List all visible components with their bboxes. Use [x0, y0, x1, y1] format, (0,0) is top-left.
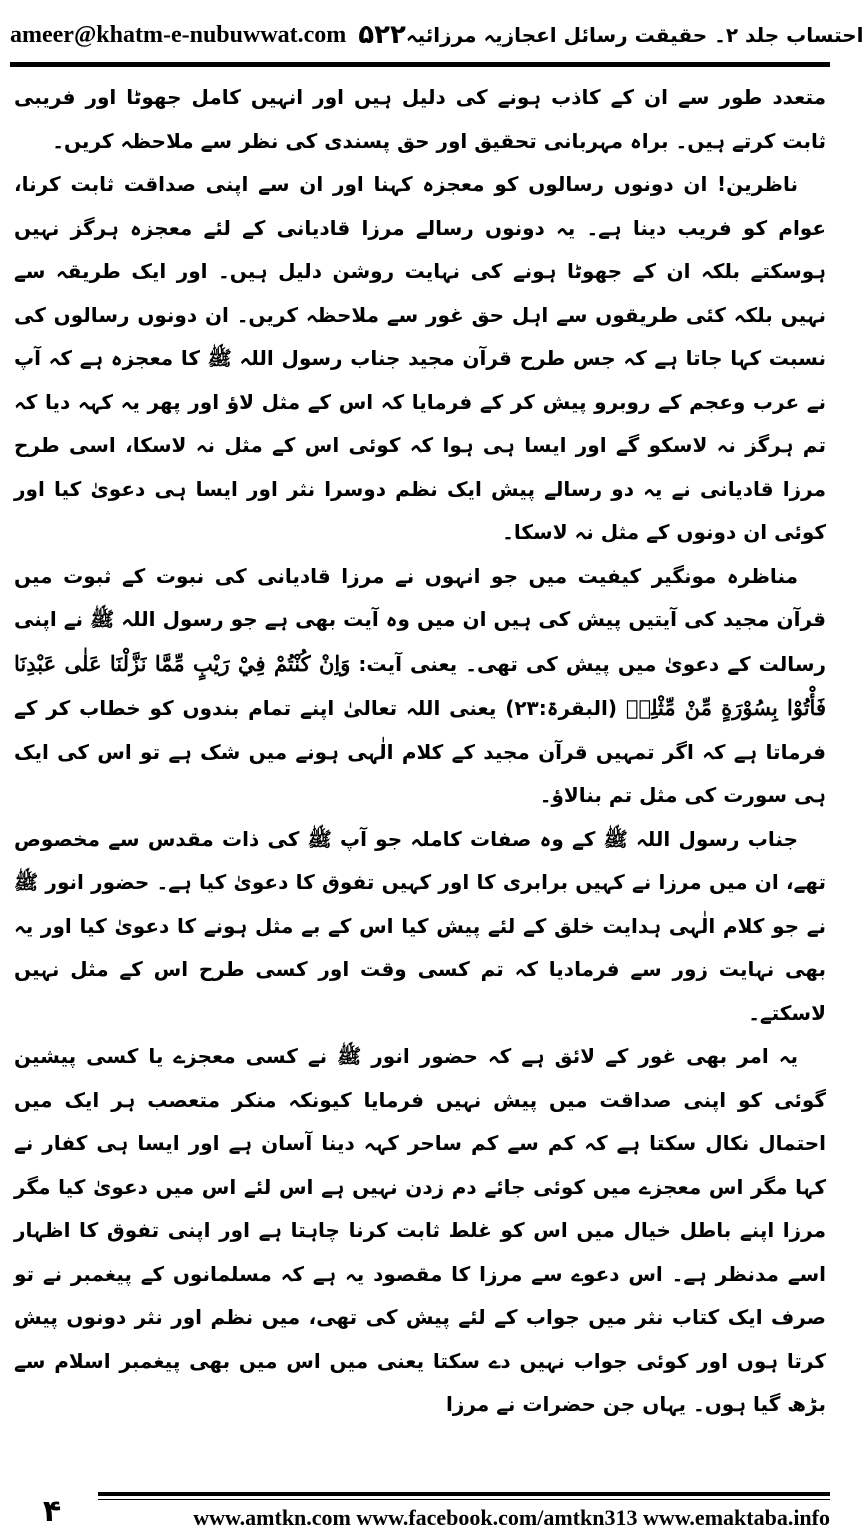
header-divider — [10, 62, 830, 67]
paragraph-6: یہ امر بھی غور کے لائق ہے کہ حضور انور ﷺ نے کسی معجزے یا کسی پیشین گوئی کو اپنی صداقت میں پیش نہیں فرمایا کیونکہ منکر متعصب ہر ایک میں احتمال نکال سکتا ہے کہ کم سے کم ساحر کہہ دینا آسان ہے اور ایسا ہی کفار نے کہا مگر اس معجزے میں کوئی جائے دم زدن نہیں ہے اس لئے اس میں دعویٰ کیا مگر مرزا اپنے باطل خیال میں اس کو غلط ثابت کرنا چاہتا ہے اور اپنی تفوق کا اظہار اسے مدنظر ہے۔ اس دعوے سے مرزا کا مقصود یہ ہے کہ مسلمانوں کے پیغمبر نے تو صرف ایک کتاب نثر میں جواب کے لئے پیش کی تھی، میں نظم اور نثر دونوں پیش کرتا ہوں اور کوئی جواب نہیں دے سکتا یعنی میں اس میں بھی پیغمبر اسلام سے بڑھ گیا ہوں۔ یہاں جن حضرات نے مرزا — [14, 1044, 826, 1416]
footer-page-marker: ۴ — [42, 1493, 62, 1529]
footer-divider-thin — [98, 1499, 830, 1500]
book-title: احتساب جلد ۲۔ حقیقت رسائل اعجازیہ مرزائیہ — [405, 23, 864, 47]
paragraph-4-text: (البقرۃ:۲۳) یعنی اللہ تعالیٰ اپنے تمام بندوں کو خطاب کر کے فرماتا ہے کہ اگر تمہیں قرآن مجید کے کلام الٰہی ہونے میں شک ہے تو اس کی ایک ہی سورت کی مثل تم بنالاؤ۔ — [14, 696, 826, 807]
paragraph-3-text: مناظرہ مونگیر کیفیت میں جو انہوں نے مرزا قادیانی کی نبوت کے ثبوت میں قرآن مجید کی آیتیں پیش کی ہیں ان میں وہ آیت بھی ہے جو رسول اللہ ﷺ نے اپنی رسالت کے دعویٰ میں پیش کی تھی۔ یعنی آیت: — [14, 563, 826, 676]
footer-divider-thick — [98, 1492, 830, 1496]
header-left — [10, 20, 406, 50]
paragraph-3 — [14, 555, 826, 818]
paragraph-5: جناب رسول اللہ ﷺ کے وہ صفات کاملہ جو آپ ﷺ کی ذات مقدس سے مخصوص تھے، ان میں مرزا نے کہیں برابری کا اور کہیں تفوق کا دعویٰ کیا ہے۔ حضور انور ﷺ نے جو کلام الٰہی ہدایت خلق کے لئے پیش کیا اس کے بے مثل ہونے کا دعویٰ کیا اور یہ بھی نہایت زور سے فرمادیا کہ تم کسی وقت اور کسی طرح اس کے مثل نہیں لاسکتے۔ — [14, 826, 826, 1025]
page-number: ۵۲۲ — [358, 20, 406, 50]
paragraph-2: ناظرین! ان دونوں رسالوں کو معجزہ کہنا اور ان سے اپنی صداقت ثابت کرنا، عوام کو فریب دینا ہے۔ یہ دونوں رسالے مرزا قادیانی کے لئے معجزہ ہرگز نہیں ہوسکتے بلکہ ان کے جھوٹا ہونے کی نہایت روشن دلیل ہیں۔ اور ایک طریقہ سے نہیں بلکہ کئی طریقوں سے اہل حق غور سے ملاحظہ کریں۔ ان دونوں رسالوں کی نسبت کہا جاتا ہے کہ جس طرح قرآن مجید جناب رسول اللہ ﷺ کا معجزہ ہے کہ آپ نے عرب وعجم کے روبرو پیش کر کے فرمایا کہ اس کے مثل لاؤ اور پھر یہ کہہ دیا کہ تم ہرگز نہ لاسکو گے اور ایسا ہی ہوا کہ کوئی اس کے مثل نہ لاسکا، اسی طرح مرزا قادیانی نے یہ دو رسالے پیش ایک نظم دوسرا نثر اور ایسا ہی دعویٰ کیا اور کوئی ان دونوں کے مثل نہ لاسکا۔ — [14, 172, 827, 544]
email-address[interactable]: ameer@khatm-e-nubuwwat.com — [10, 21, 347, 48]
page-header — [10, 8, 864, 62]
paragraph-1: متعدد طور سے ان کے کاذب ہونے کی دلیل ہیں اور انہیں کامل جھوٹا اور فریبی ثابت کرتے ہیں۔ براہ مہربانی تحقیق اور حق پسندی کی نظر سے ملاحظہ کریں۔ — [14, 85, 826, 153]
quran-verse: وَاِنْ كُنْتُمْ فِيْ رَيْبٍ مِّمَّا نَزَّلْنَا عَلٰى عَبْدِنَا فَأْتُوْا بِسُوْرَةٍ مِّنْ مِّثْلِهٖ — [14, 650, 826, 720]
page-body — [14, 76, 826, 1476]
footer-links[interactable]: www.amtkn.com www.facebook.com/amtkn313 www.emaktaba.info — [193, 1505, 830, 1530]
